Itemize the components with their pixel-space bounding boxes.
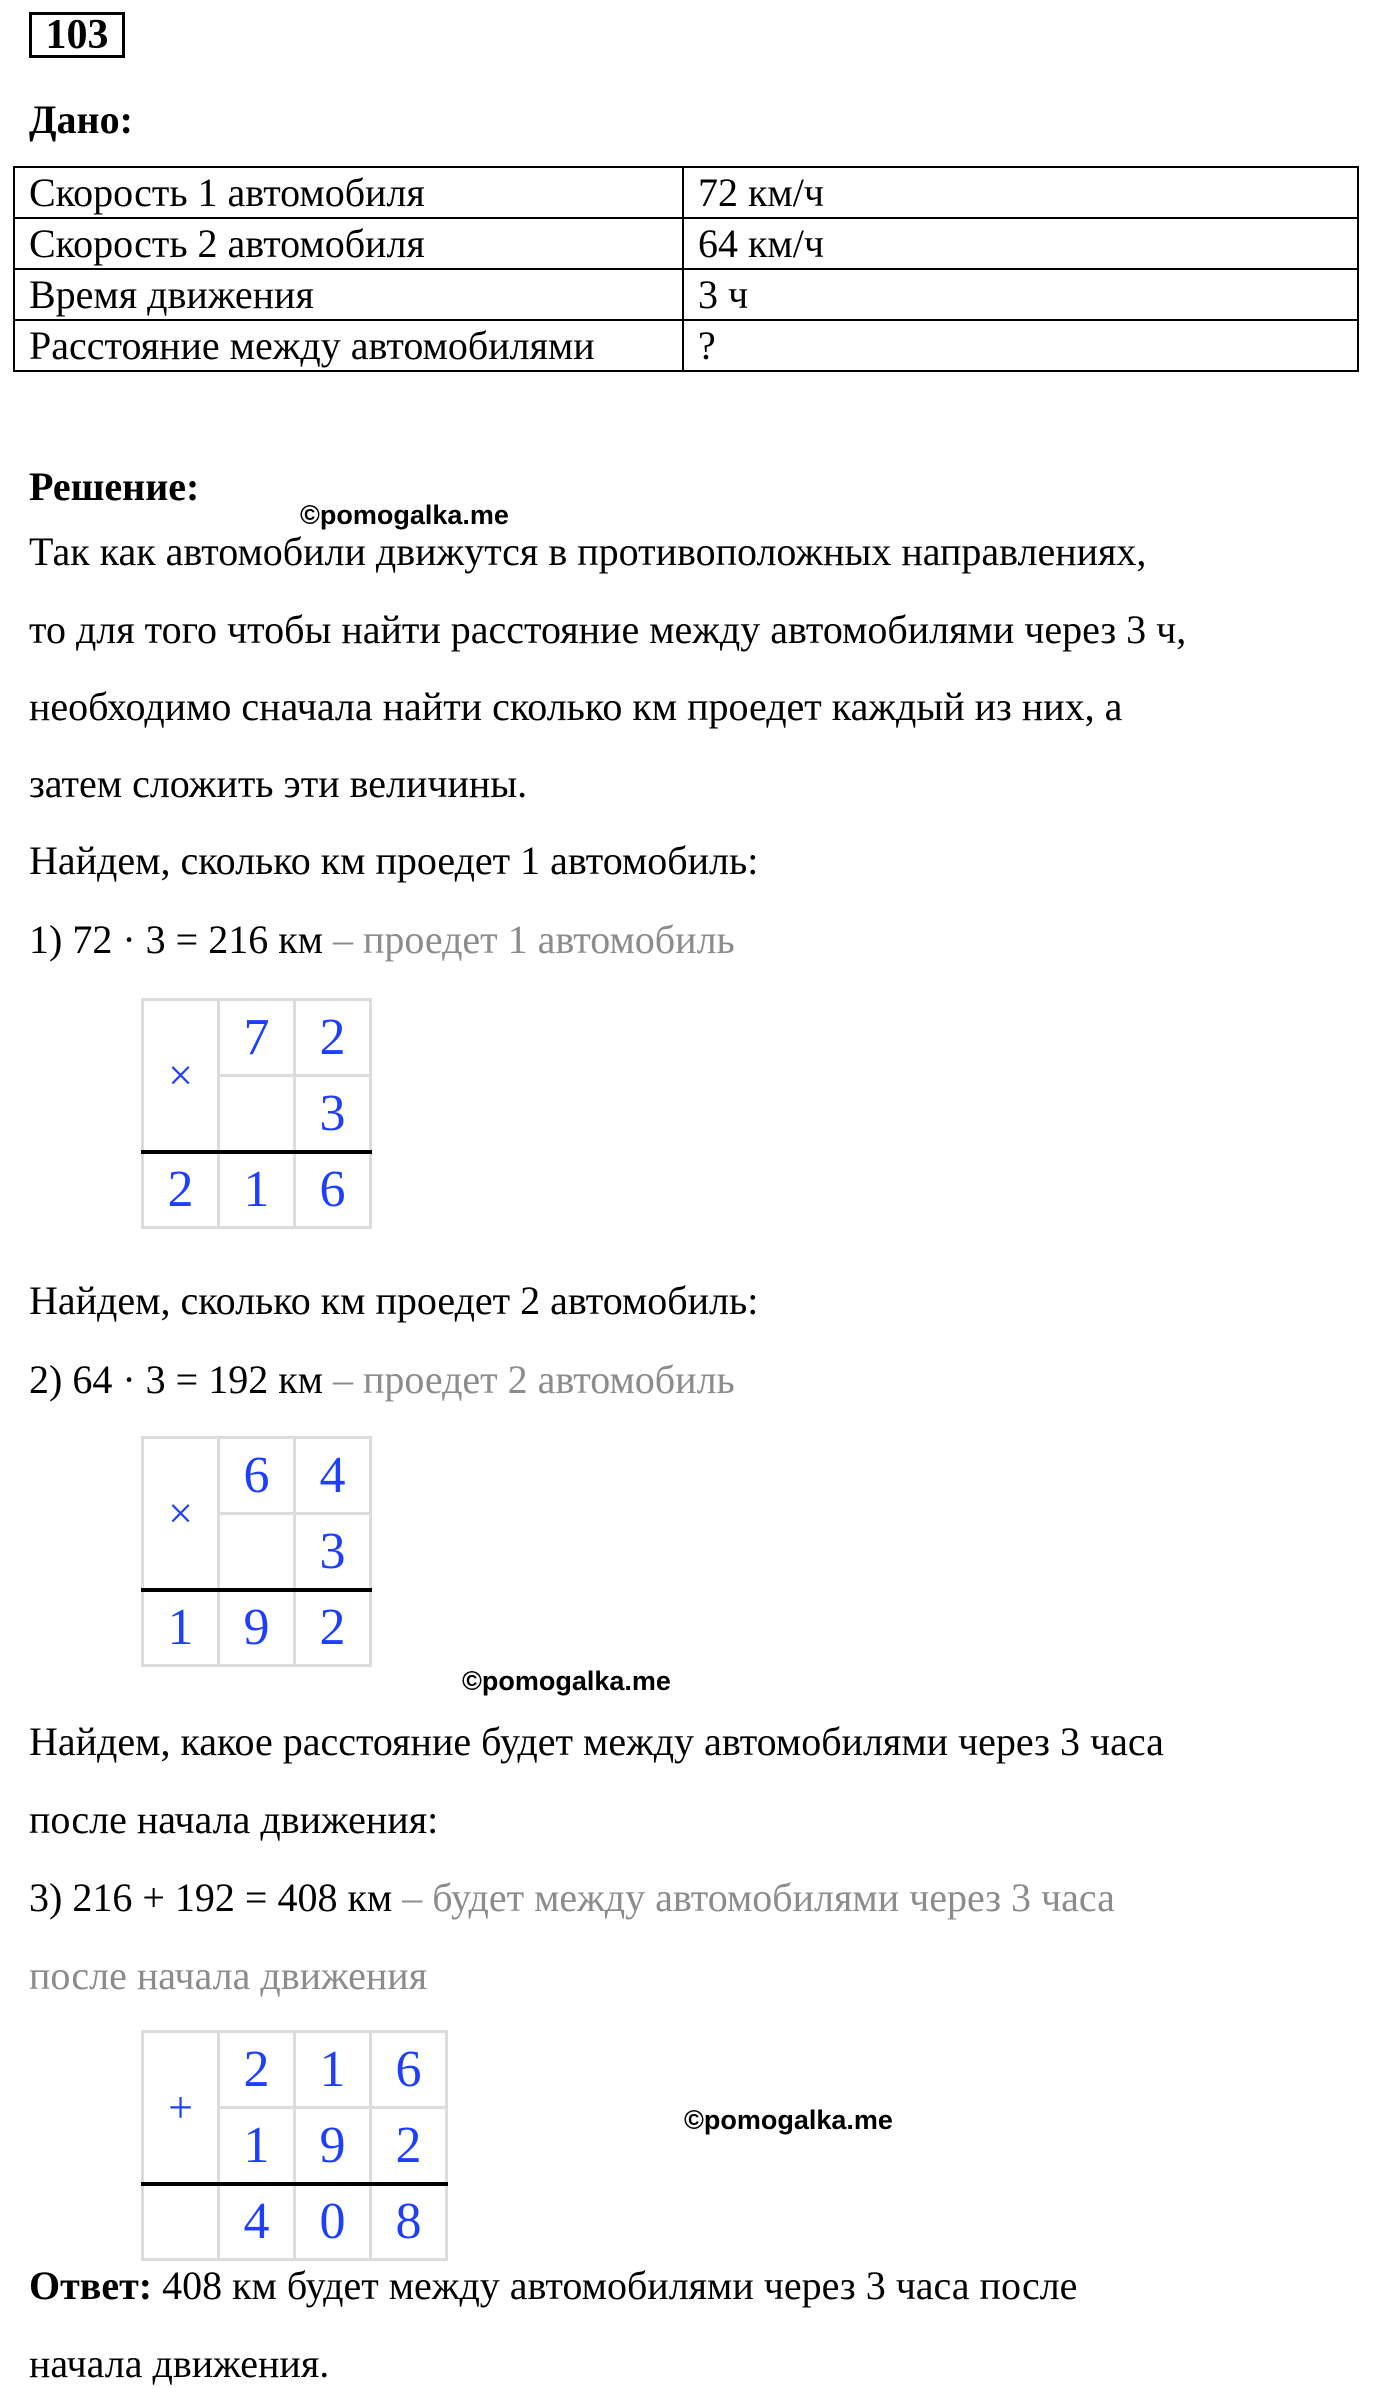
- intro-line: то для того чтобы найти расстояние между автомобилями через 3 ч,: [29, 607, 1187, 652]
- step2-comment: – проедет 2 автомобиль: [322, 1357, 735, 1402]
- intro-line: Так как автомобили движутся в противоположных направлениях,: [29, 529, 1147, 574]
- digit-cell: 4: [295, 1438, 371, 1514]
- digit-cell: 6: [219, 1438, 295, 1514]
- given-name: Расстояние между автомобилями: [14, 320, 683, 371]
- answer-text: 408 км будет между автомобилями через 3 часа после: [152, 2263, 1078, 2308]
- given-value: 72 км/ч: [683, 167, 1358, 218]
- step3-formula: 3) 216 + 192 = 408 км: [29, 1875, 393, 1920]
- task-number: 103: [29, 12, 125, 58]
- given-name: Скорость 2 автомобиля: [14, 218, 683, 269]
- digit-cell: 3: [295, 1076, 371, 1152]
- step2-formula: 2) 64 · 3 = 192 км: [29, 1357, 323, 1402]
- given-heading: Дано:: [29, 97, 133, 142]
- given-name: Скорость 1 автомобиля: [14, 167, 683, 218]
- result-digit-cell: 8: [371, 2184, 447, 2260]
- digit-cell: 2: [295, 1000, 371, 1076]
- answer-label: Ответ:: [29, 2263, 153, 2308]
- digit-cell: 9: [295, 2108, 371, 2184]
- step3-comment: после начала движения: [29, 1953, 428, 1998]
- answer-text: начала движения.: [29, 2341, 330, 2386]
- solution-heading: Решение:: [29, 464, 200, 509]
- intro-line: необходимо сначала найти сколько км проедет каждый из них, а: [29, 684, 1123, 729]
- digit-cell: 7: [219, 1000, 295, 1076]
- watermark: ©pomogalka.me: [300, 500, 509, 530]
- digit-cell: [219, 1076, 295, 1152]
- step3-comment: – будет между автомобилями через 3 часа: [392, 1875, 1115, 1920]
- plus-sign: +: [143, 2032, 219, 2184]
- given-row: [14, 218, 1358, 269]
- given-row: [14, 167, 1358, 218]
- step3-heading: Найдем, какое расстояние будет между автомобилями через 3 часа: [29, 1719, 1164, 1764]
- result-digit-cell: 1: [143, 1590, 219, 1666]
- step1-comment: – проедет 1 автомобиль: [322, 917, 735, 962]
- step1-formula: 1) 72 · 3 = 216 км: [29, 917, 323, 962]
- given-row: [14, 320, 1358, 371]
- given-value: ?: [683, 320, 1358, 371]
- given-table: [13, 166, 1359, 372]
- step3-heading: после начала движения:: [29, 1797, 439, 1842]
- multiply-sign: ×: [143, 1438, 219, 1590]
- result-digit-cell: 2: [143, 1152, 219, 1228]
- blank-cell: [143, 2184, 219, 2260]
- step3-addition: [141, 2030, 448, 2261]
- digit-cell: 2: [219, 2032, 295, 2108]
- step1-multiplication: [141, 998, 372, 1229]
- step2-multiplication: [141, 1436, 372, 1667]
- digit-cell: 1: [295, 2032, 371, 2108]
- digit-cell: [219, 1514, 295, 1590]
- given-value: 3 ч: [683, 269, 1358, 320]
- watermark: ©pomogalka.me: [684, 2105, 893, 2135]
- digit-cell: 2: [371, 2108, 447, 2184]
- intro-line: затем сложить эти величины.: [29, 761, 528, 806]
- digit-cell: 3: [295, 1514, 371, 1590]
- result-digit-cell: 6: [295, 1152, 371, 1228]
- step3-formula-line: [29, 1874, 1115, 1922]
- given-row: [14, 269, 1358, 320]
- answer-line: [29, 2262, 1077, 2310]
- given-name: Время движения: [14, 269, 683, 320]
- step1-formula-line: [29, 916, 735, 964]
- multiply-sign: ×: [143, 1000, 219, 1152]
- result-digit-cell: 9: [219, 1590, 295, 1666]
- step1-heading: Найдем, сколько км проедет 1 автомобиль:: [29, 838, 759, 883]
- given-value: 64 км/ч: [683, 218, 1358, 269]
- digit-cell: 1: [219, 2108, 295, 2184]
- digit-cell: 6: [371, 2032, 447, 2108]
- watermark: ©pomogalka.me: [462, 1666, 671, 1696]
- step2-heading: Найдем, сколько км проедет 2 автомобиль:: [29, 1278, 759, 1323]
- result-digit-cell: 1: [219, 1152, 295, 1228]
- result-digit-cell: 4: [219, 2184, 295, 2260]
- result-digit-cell: 2: [295, 1590, 371, 1666]
- result-digit-cell: 0: [295, 2184, 371, 2260]
- step2-formula-line: [29, 1356, 735, 1404]
